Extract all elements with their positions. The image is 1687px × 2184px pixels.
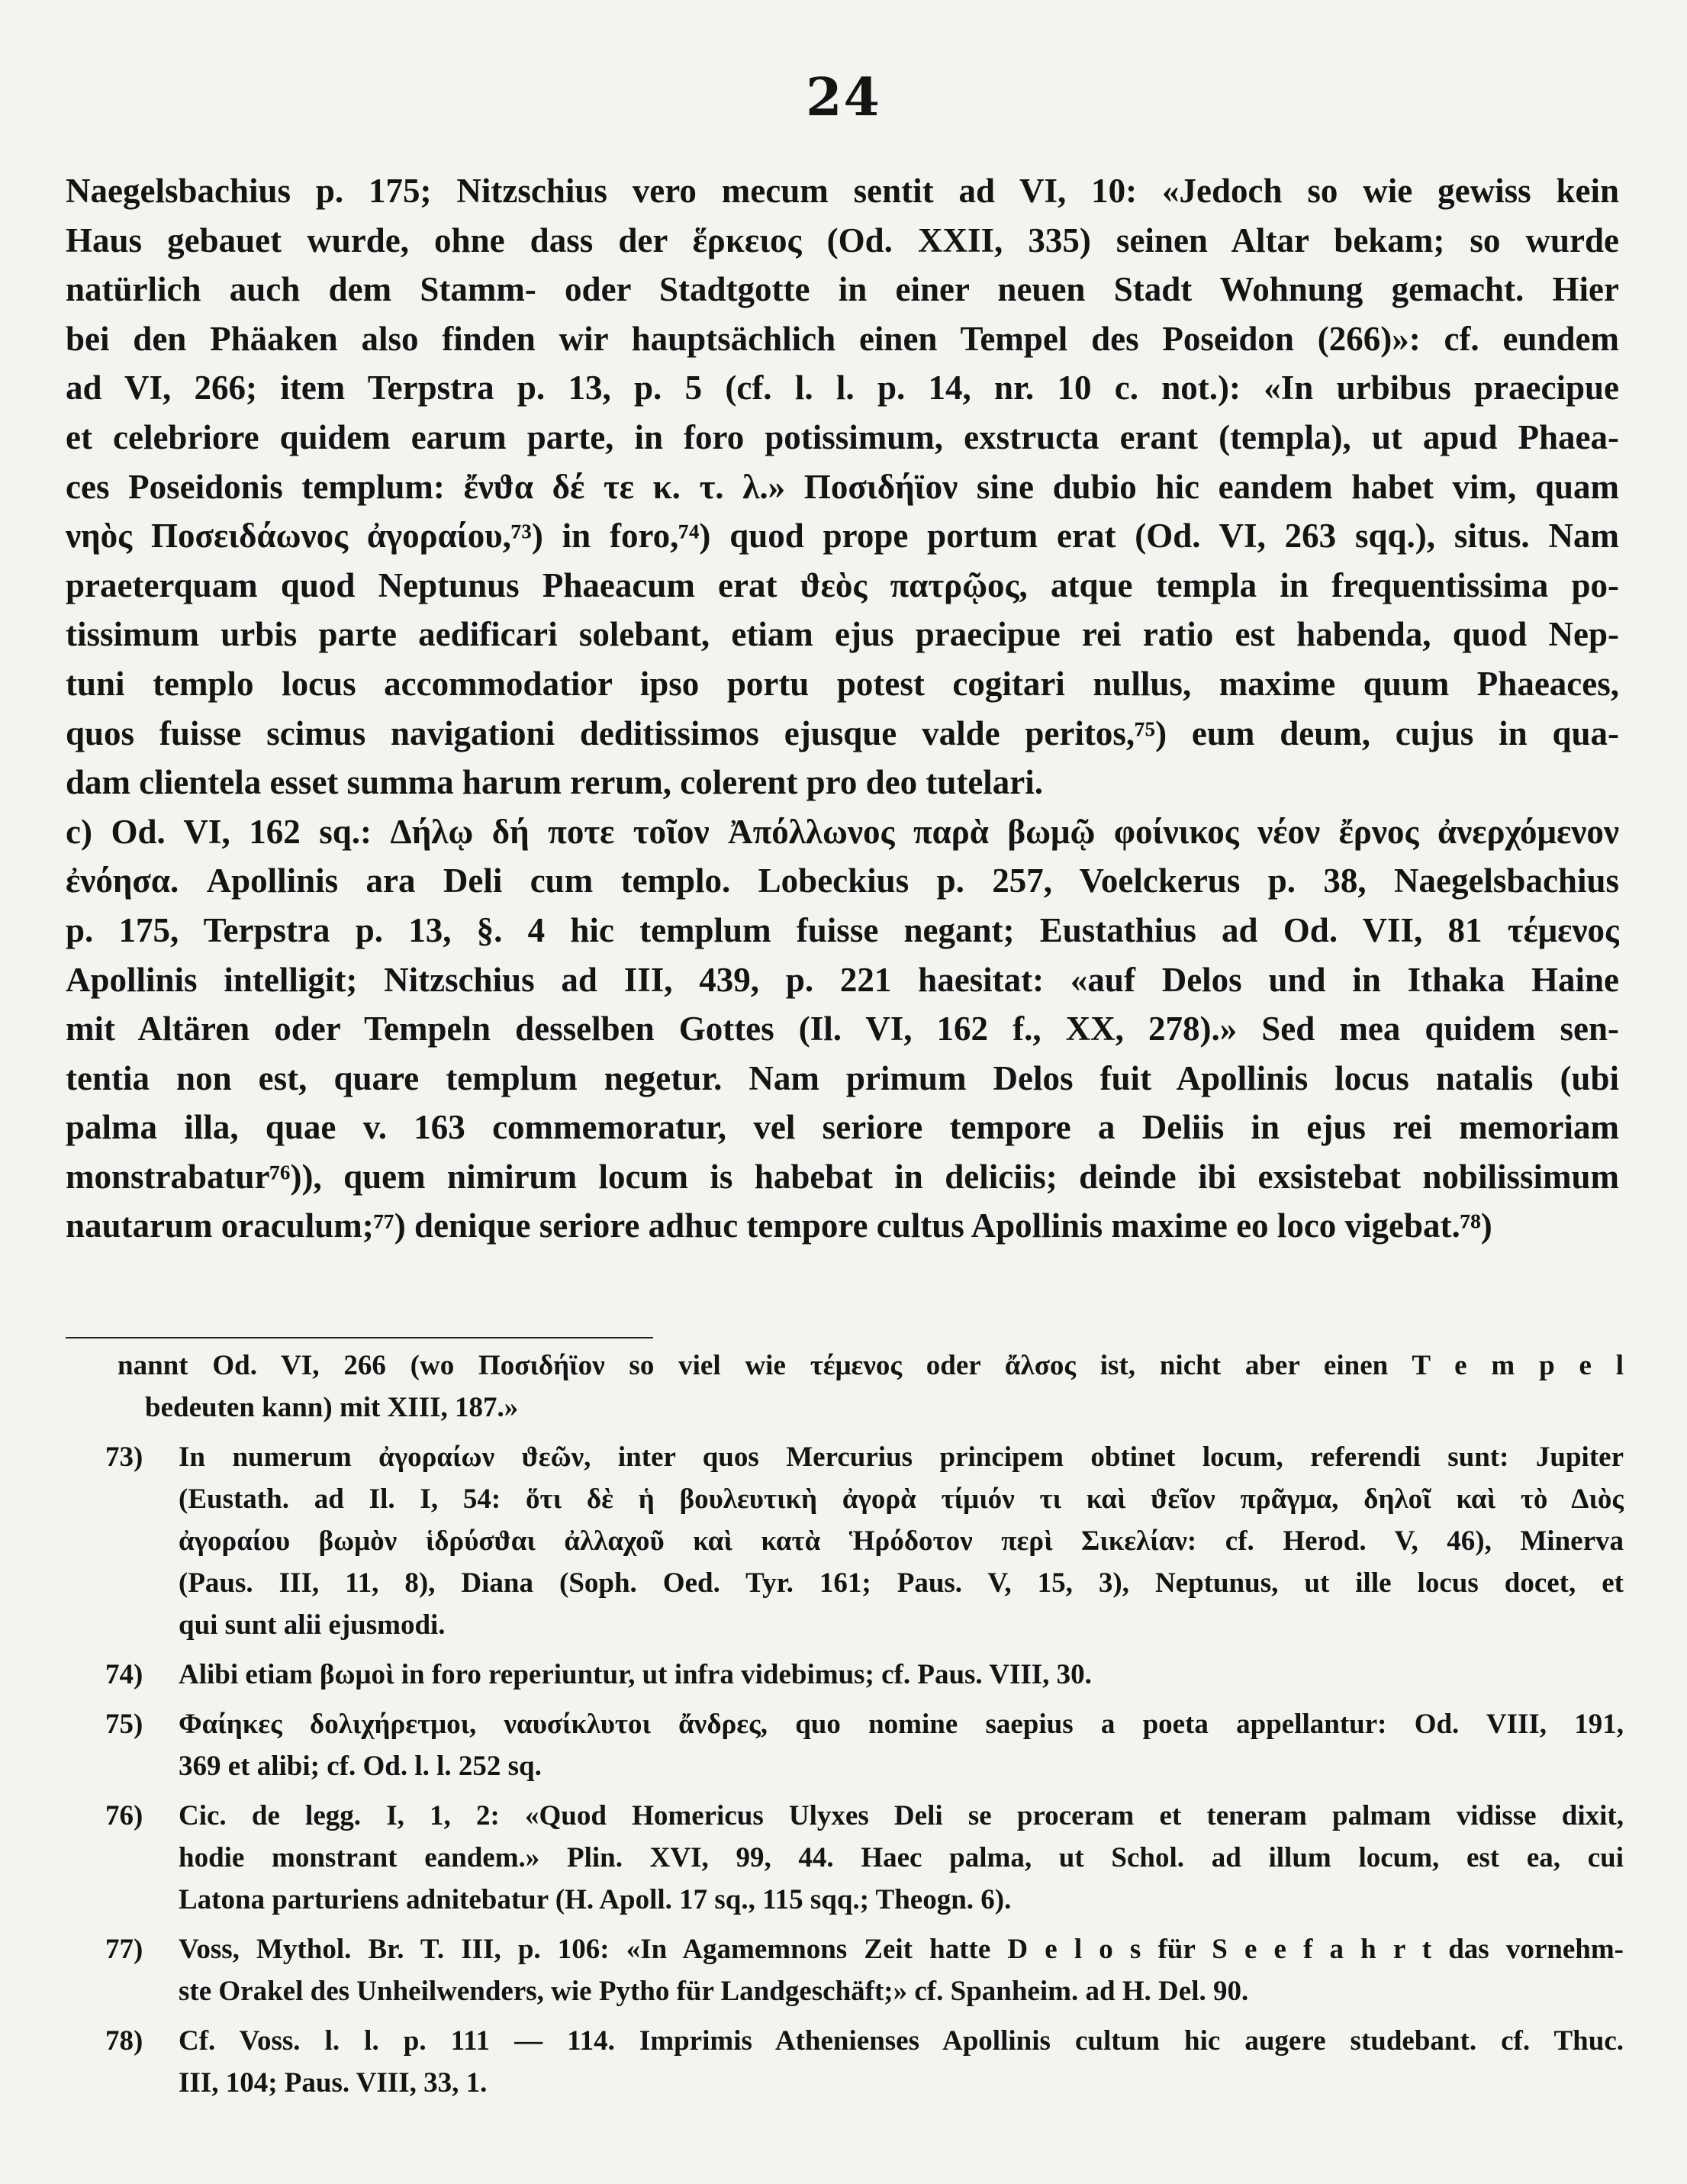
footnote-number: 78) [105, 2025, 143, 2057]
footnote-line: Alibi etiam βωμοὶ in foro reperiuntur, ut infra videbimus; cf. Paus. VIII, 30. [179, 1659, 1092, 1690]
footnote-number: 76) [105, 1800, 143, 1831]
body-text-line: tuni templo locus accommodatior ipso portu potest cogitari nullus, maxime quum Phaeaces, [66, 664, 1619, 703]
footnote-number: 77) [105, 1934, 143, 1965]
body-text-line: quos fuisse scimus navigationi deditissimos ejusque valde peritos,⁷⁵) eum deum, cujus in qua- [66, 714, 1619, 752]
footnote [105, 1928, 1624, 2012]
footnote-line: hodie monstrant eandem.» Plin. XVI, 99, 44. Haec palma, ut Schol. ad illum locum, est ea, cui [179, 1842, 1624, 1873]
footnote [105, 1703, 1624, 1787]
footnote-line: ἀγοραίου βωμὸν ἱδρύσϑαι ἀλλαχοῦ καὶ κατὰ Ἡρόδοτον περὶ Σικελίαν: cf. Herod. V, 46), Minerva [179, 1525, 1624, 1557]
body-text-line: monstrabatur⁷⁶)), quem nimirum locum is habebat in deliciis; deinde ibi exsistebat nobilissimum [66, 1157, 1619, 1196]
footnote [105, 1436, 1624, 1646]
footnote-line: qui sunt alii ejusmodi. [179, 1609, 446, 1641]
footnote-line: Latona parturiens adnitebatur (H. Apoll. 17 sq., 115 sqq.; Theogn. 6). [179, 1884, 1012, 1915]
main-text [66, 166, 1619, 1251]
body-text-line: bei den Phäaken also finden wir hauptsächlich einen Tempel des Poseidon (266)»: cf. eundem [66, 319, 1619, 358]
footnote [105, 1345, 1624, 1429]
footnote-line: Voss, Mythol. Br. T. III, p. 106: «In Agamemnons Zeit hatte D e l o s für S e e f a h r t das vornehm- [179, 1934, 1624, 1965]
footnote-line: (Paus. III, 11, 8), Diana (Soph. Oed. Tyr. 161; Paus. V, 15, 3), Neptunus, ut ille locus docet, et [179, 1567, 1624, 1599]
body-text-line: mit Altären oder Tempeln desselben Gottes (Il. VI, 162 f., XX, 278).» Sed mea quidem sen- [66, 1010, 1619, 1049]
body-text-line: praeterquam quod Neptunus Phaeacum erat ϑεὸς πατρῷος, atque templa in frequentissima po- [66, 565, 1619, 604]
body-text-line: nautarum oraculum;⁷⁷) denique seriore adhuc tempore cultus Apollinis maxime eo loco vigebat.⁷⁸) [66, 1206, 1492, 1245]
footnote-line: In numerum ἀγοραίων ϑεῶν, inter quos Mercurius principem obtinet locum, referendi sunt: Jupiter [179, 1442, 1624, 1473]
body-text-line: Haus gebauet wurde, ohne dass der ἕρκειος (Od. XXII, 335) seinen Altar bekam; so wurde [66, 221, 1619, 259]
footnote-line: bedeuten kann) mit XIII, 187.» [145, 1392, 519, 1423]
body-text-line: et celebriore quidem earum parte, in foro potissimum, exstructa erant (templa), ut apud Phaea- [66, 417, 1619, 456]
footnotes [105, 1345, 1624, 2104]
footnote-number: 73) [105, 1442, 143, 1473]
footnote-line: III, 104; Paus. VIII, 33, 1. [179, 2067, 488, 2099]
footnote-line: nannt Od. VI, 266 (wo Ποσιδήϊον so viel wie τέμενος oder ἄλσος ist, nicht aber einen T e m p e l [118, 1350, 1624, 1381]
footnote-line: Φαίηκες δολιχήρετμοι, ναυσίκλυτοι ἄνδρες, quo nomine saepius a poeta appellantur: Od. VIII, 191, [179, 1709, 1624, 1740]
footnote-line: 369 et alibi; cf. Od. l. l. 252 sq. [179, 1751, 542, 1782]
body-text-line: dam clientela esset summa harum rerum, colerent pro deo tutelari. [66, 763, 1044, 802]
body-text-line: c) Od. VI, 162 sq.: Δήλῳ δή ποτε τοῖον Ἀπόλλωνος παρὰ βωμῷ φοίνικος νέον ἔρνος ἀνερχόμενον [66, 812, 1619, 851]
footnote-line: Cic. de legg. I, 1, 2: «Quod Homericus Ulyxes Deli se proceram et teneram palmam vidisse dixit, [179, 1800, 1624, 1831]
footnote-number: 74) [105, 1659, 143, 1690]
body-text-line: ἐνόησα. Apollinis ara Deli cum templo. Lobeckius p. 257, Voelckerus p. 38, Naegelsbachius [66, 862, 1619, 900]
footnote [105, 1654, 1624, 1696]
footnote-line: (Eustath. ad Il. I, 54: ὅτι δὲ ἡ βουλευτικὴ ἀγορὰ τίμιόν τι καὶ ϑεῖον πρᾶγμα, δηλοῖ καὶ τὸ Διὸς [179, 1483, 1624, 1515]
footnote-number: 75) [105, 1709, 143, 1740]
footnote [105, 2020, 1624, 2104]
body-text-line: Naegelsbachius p. 175; Nitzschius vero mecum sentit ad VI, 10: «Jedoch so wie gewiss kein [66, 172, 1619, 210]
footnote-line: Cf. Voss. l. l. p. 111 — 114. Imprimis Athenienses Apollinis cultum hic augere studebant. cf. Thuc. [179, 2025, 1624, 2057]
body-text-line: ad VI, 266; item Terpstra p. 13, p. 5 (cf. l. l. p. 14, nr. 10 c. not.): «In urbibus praecipue [66, 369, 1619, 407]
footnote-line: ste Orakel des Unheilwenders, wie Pytho für Landgeschäft;» cf. Spanheim. ad H. Del. 90. [179, 1976, 1249, 2007]
footnote [105, 1795, 1624, 1921]
page-number: 24 [806, 67, 881, 128]
body-text-line: Apollinis intelligit; Nitzschius ad III, 439, p. 221 haesitat: «auf Delos und in Ithaka Haine [66, 960, 1619, 999]
body-text-line: tentia non est, quare templum negetur. Nam primum Delos fuit Apollinis locus natalis (ubi [66, 1058, 1619, 1097]
body-text-line: p. 175, Terpstra p. 13, §. 4 hic templum fuisse negant; Eustathius ad Od. VII, 81 τέμενος [66, 910, 1619, 949]
body-text-line: natürlich auch dem Stamm- oder Stadtgotte in einer neuen Stadt Wohnung gemacht. Hier [66, 270, 1619, 309]
body-text-line: ces Poseidonis templum: ἔνϑα δέ τε κ. τ. λ.» Ποσιδήϊον sine dubio hic eandem habet vim, quam [66, 467, 1619, 506]
body-text-line: palma illa, quae v. 163 commemoratur, vel seriore tempore a Deliis in ejus rei memoriam [66, 1108, 1619, 1147]
footnote-separator-rule [66, 1337, 653, 1338]
body-text-line: νηὸς Ποσειδάωνος ἀγοραίου,⁷³) in foro,⁷⁴) quod prope portum erat (Od. VI, 263 sqq.), situs. Nam [66, 517, 1619, 556]
body-text-line: tissimum urbis parte aedificari solebant, etiam ejus praecipue rei ratio est habenda, quod Nep- [66, 615, 1619, 654]
